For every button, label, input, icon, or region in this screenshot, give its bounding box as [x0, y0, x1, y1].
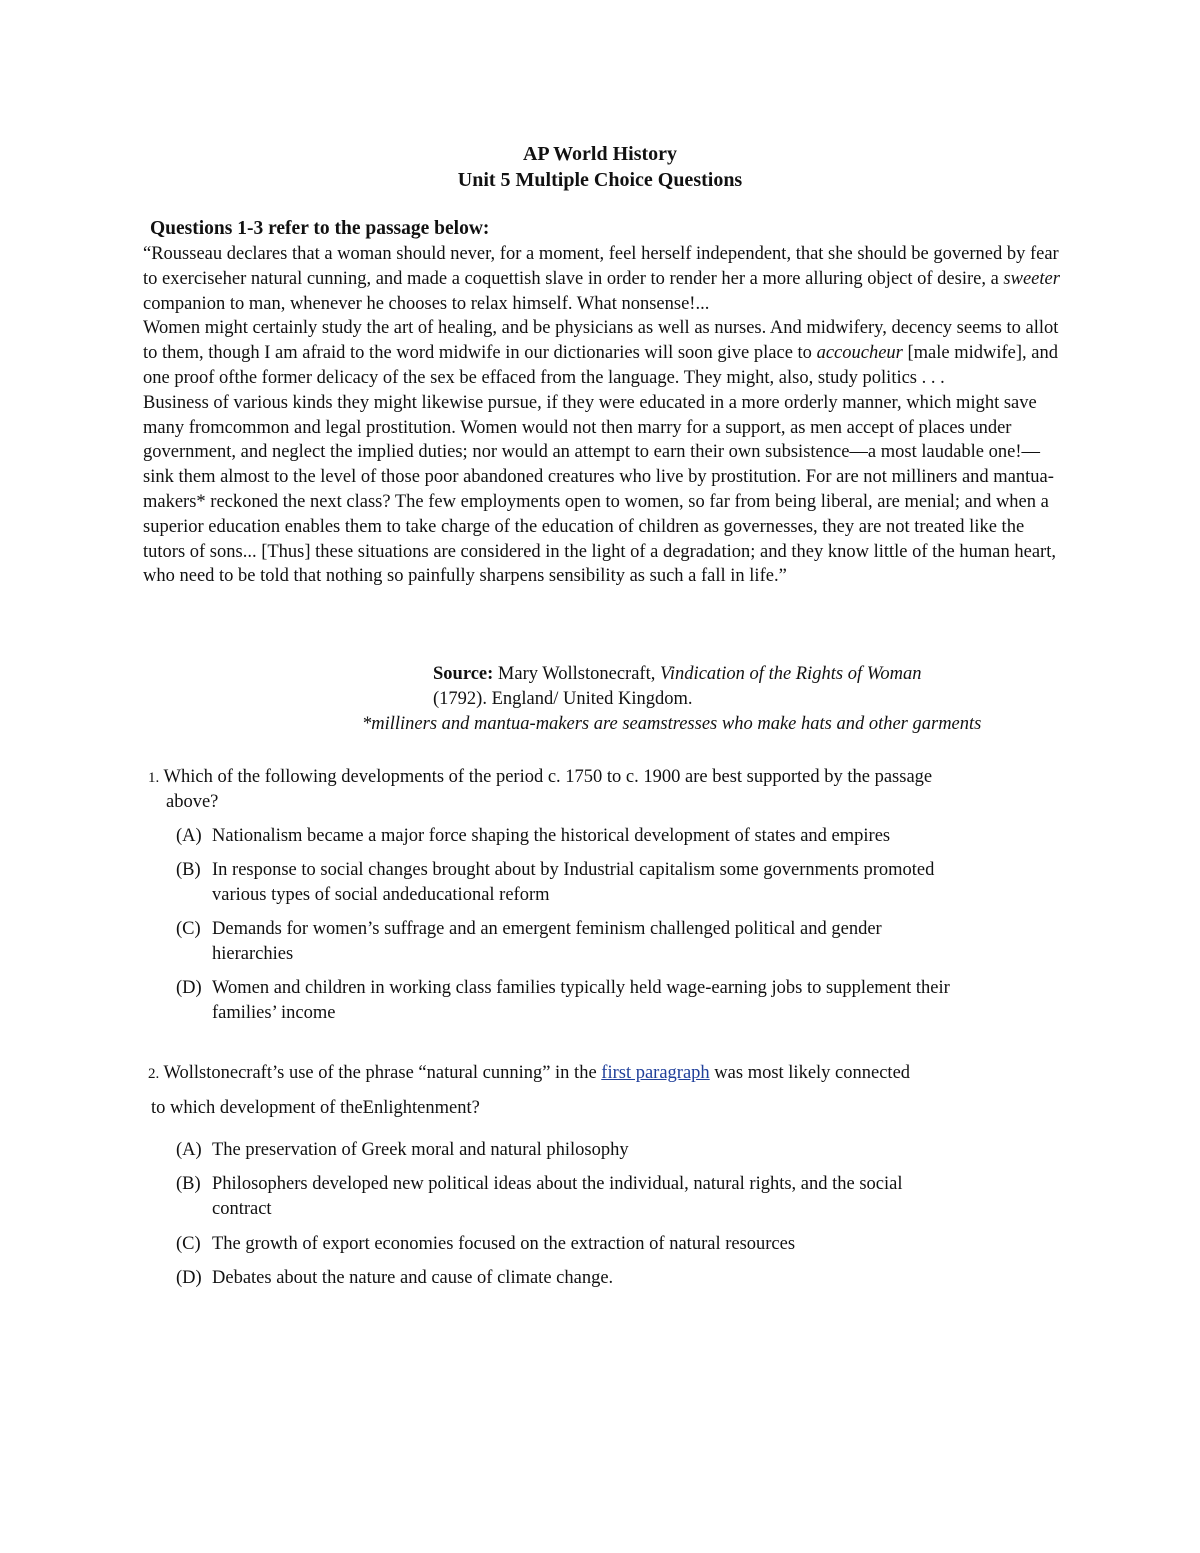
passage-paragraph-3: Business of various kinds they might likewise pursue, if they were educated in a more orderly manner, which might save many fromcommon and legal prostitution. Women would not then marry for a support, as men accept of places under government, and neglect the implied duties; nor would an attempt to earn their own subsistence—a most laudable one!—sink them almost to the level of those poor abandoned creatures who live by prostitution. For are not milliners and mantua-makers* reckoned the next class? The few employments open to women, so far from being liberal, are menial; and when a superior education enables them to take charge of the education of children as governesses, they are not treated like the tutors of sons... [Thus] these situations are considered in the light of a degradation; and they know little of the human heart, who need to be told that nothing so painfully sharpens sensibility as such a fall in life.”	[143, 392, 1056, 587]
option-letter: (B)	[176, 1174, 201, 1194]
passage-emphasis: sweeter	[1003, 268, 1060, 289]
source-label: Source:	[433, 664, 494, 684]
question-2-line2: to which development of theEnlightenment?	[151, 1098, 480, 1118]
option-2b	[176, 1172, 1056, 1221]
source-date: (1792). England/ United Kingdom.	[433, 689, 693, 709]
option-text: The growth of export economies focused on the extraction of natural resources	[212, 1234, 796, 1254]
option-text-cont: families’ income	[212, 1002, 336, 1023]
question-text: was most likely connected	[709, 1063, 911, 1083]
passage-text: Women might certainly study the art of healing, and be physicians as well as nurses. And midwifery, decency seems to allot to them, though I am afraid to the word midwife in our dictionaries will soon give place to	[143, 318, 1059, 364]
question-2	[148, 1061, 1068, 1087]
source-author: Mary Wollstonecraft,	[493, 664, 660, 684]
question-1	[148, 765, 1068, 791]
passage-text: [male midwife], and one proof ofthe former delicacy of the sex be effaced from the language. They might, also, study politics . . .	[143, 343, 1058, 388]
passage	[143, 242, 1063, 589]
question-text: Wollstonecraft’s use of the phrase “natural cunning” in the	[159, 1063, 602, 1083]
passage-text: “Rousseau declares that a woman should never, for a moment, feel herself independent, that she should be governed by fear to exerciseher natural cunning, and made a coquettish slave in order to render her a more alluring object of desire, a	[143, 244, 1059, 289]
option-text: In response to social changes brought about by Industrial capitalism some governments promoted	[212, 860, 935, 880]
option-2d	[176, 1266, 1056, 1291]
option-1d	[176, 976, 1056, 1025]
option-text-cont: contract	[212, 1198, 272, 1219]
passage-paragraph-1	[143, 242, 1063, 316]
option-text: Debates about the nature and cause of climate change.	[212, 1268, 614, 1288]
option-2c	[176, 1232, 1056, 1257]
page-title: AP World History	[522, 143, 678, 165]
source-citation	[433, 664, 922, 685]
option-1a	[176, 824, 1056, 849]
option-letter: (B)	[176, 860, 201, 880]
option-text-cont: various types of social andeducational reform	[212, 884, 550, 905]
option-text: Women and children in working class families typically held wage-earning jobs to supplement their	[212, 978, 950, 998]
passage-emphasis: accoucheur	[816, 343, 903, 364]
option-letter: (C)	[176, 919, 201, 939]
option-text: The preservation of Greek moral and natural philosophy	[212, 1140, 629, 1160]
page-subtitle: Unit 5 Multiple Choice Questions	[457, 169, 743, 191]
footnote: *milliners and mantua-makers are seamstresses who make hats and other garments	[362, 714, 982, 734]
passage-paragraph-2	[143, 316, 1063, 390]
option-letter: (D)	[176, 1268, 202, 1288]
question-number: 1.	[148, 770, 160, 786]
option-letter: (C)	[176, 1234, 201, 1254]
option-text-cont: hierarchies	[212, 943, 294, 964]
option-text: Philosophers developed new political ideas about the individual, natural rights, and the social	[212, 1174, 903, 1194]
option-text: Nationalism became a major force shaping the historical development of states and empires	[212, 826, 891, 846]
option-letter: (D)	[176, 978, 202, 998]
option-1c	[176, 917, 1056, 966]
source-title: Vindication of the Rights of Woman	[659, 664, 922, 684]
option-letter: (A)	[176, 826, 202, 846]
question-1-line2: above?	[166, 792, 219, 812]
option-text: Demands for women’s suffrage and an emergent feminism challenged political and gender	[212, 919, 882, 939]
option-letter: (A)	[176, 1140, 202, 1160]
passage-intro: Questions 1-3 refer to the passage below:	[150, 218, 490, 239]
first-paragraph-link[interactable]: first paragraph	[601, 1063, 710, 1083]
option-1b	[176, 858, 1056, 907]
question-number: 2.	[148, 1066, 160, 1082]
passage-text: companion to man, whenever he chooses to relax himself. What nonsense!...	[143, 293, 710, 314]
option-2a	[176, 1138, 1056, 1163]
question-text: Which of the following developments of the period c. 1750 to c. 1900 are best supported by the passage	[159, 767, 933, 787]
